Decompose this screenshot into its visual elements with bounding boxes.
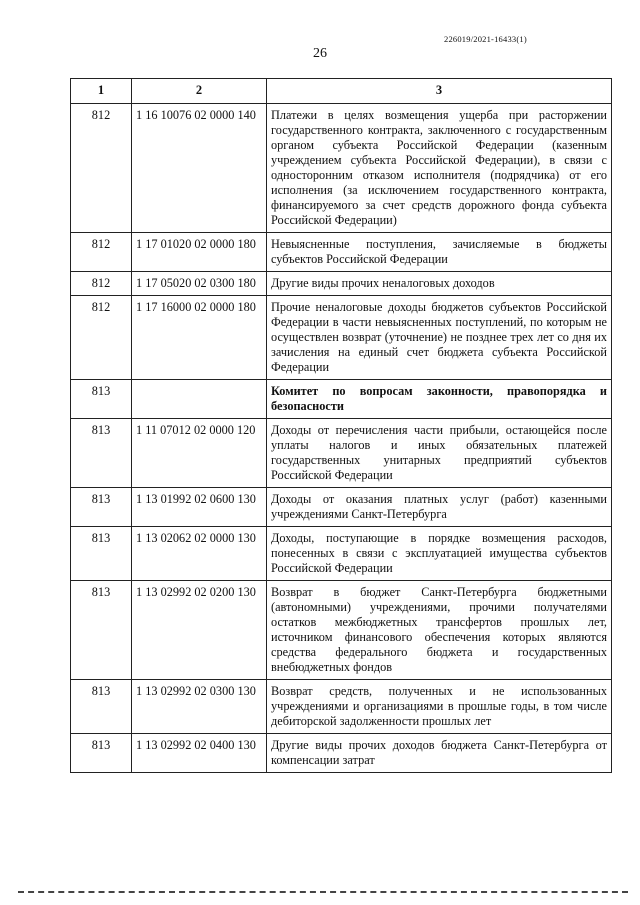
- revenue-description-cell: Комитет по вопросам законности, правопорядка и безопасности: [267, 380, 612, 419]
- revenue-description-cell: Возврат средств, полученных и не использованных учреждениями и организациями в прошлые годы, в том числе дебиторской задолженности прошлых лет: [267, 680, 612, 734]
- revenue-description-cell: Возврат в бюджет Санкт-Петербурга бюджетными (автономными) учреждениями, прочими получателями остатков межбюджетных трансфертов прошлых лет, источником финансового обеспечения которых являются средства федерального бюджета и государственных внебюджетных фондов: [267, 581, 612, 680]
- table-header-row: [71, 79, 612, 104]
- table-row: [71, 488, 612, 527]
- budget-classification-code-cell: 1 13 02992 02 0200 130: [132, 581, 267, 680]
- table-row: [71, 527, 612, 581]
- admin-code-cell: 813: [71, 581, 132, 680]
- revenue-codes-table: [70, 78, 612, 773]
- table-row: [71, 734, 612, 773]
- revenue-description-cell: Прочие неналоговые доходы бюджетов субъектов Российской Федерации в части невыясненных поступлений, по которым не осуществлен возврат (уточнение) не позднее трех лет со дня их зачисления на единый счет бюджета субъекта Российской Федерации: [267, 296, 612, 380]
- admin-code-cell: 813: [71, 419, 132, 488]
- column-header-3: 3: [267, 79, 612, 104]
- admin-code-cell: 813: [71, 734, 132, 773]
- page-bottom-edge: [18, 891, 628, 893]
- table-row: [71, 581, 612, 680]
- table-row: [71, 380, 612, 419]
- revenue-description-cell: Доходы от оказания платных услуг (работ) казенными учреждениями Санкт-Петербурга: [267, 488, 612, 527]
- column-header-1: 1: [71, 79, 132, 104]
- table-row: [71, 419, 612, 488]
- table-row: [71, 233, 612, 272]
- revenue-description-cell: Другие виды прочих неналоговых доходов: [267, 272, 612, 296]
- revenue-description-cell: Невыясненные поступления, зачисляемые в бюджеты субъектов Российской Федерации: [267, 233, 612, 272]
- revenue-description-cell: Доходы, поступающие в порядке возмещения расходов, понесенных в связи с эксплуатацией имущества субъектов Российской Федерации: [267, 527, 612, 581]
- budget-classification-code-cell: 1 13 02992 02 0400 130: [132, 734, 267, 773]
- budget-classification-code-cell: 1 17 01020 02 0000 180: [132, 233, 267, 272]
- budget-classification-code-cell: 1 13 02062 02 0000 130: [132, 527, 267, 581]
- admin-code-cell: 812: [71, 272, 132, 296]
- budget-classification-code-cell: [132, 380, 267, 419]
- budget-classification-code-cell: 1 17 05020 02 0300 180: [132, 272, 267, 296]
- column-header-2: 2: [132, 79, 267, 104]
- admin-code-cell: 813: [71, 488, 132, 527]
- table-row: [71, 296, 612, 380]
- budget-classification-code-cell: 1 11 07012 02 0000 120: [132, 419, 267, 488]
- budget-classification-code-cell: 1 13 02992 02 0300 130: [132, 680, 267, 734]
- admin-code-cell: 812: [71, 233, 132, 272]
- admin-code-cell: 813: [71, 680, 132, 734]
- budget-classification-code-cell: 1 17 16000 02 0000 180: [132, 296, 267, 380]
- table-row: [71, 104, 612, 233]
- revenue-description-cell: Платежи в целях возмещения ущерба при расторжении государственного контракта, заключенного с государственным органом субъекта Российской Федерации (казенным учреждением субъекта Российской Федерации), в связи с односторонним отказом исполнителя (подрядчика) от его исполнения (за исключением государственного контракта, финансируемого за счет средств дорожного фонда субъекта Российской Федерации): [267, 104, 612, 233]
- admin-code-cell: 813: [71, 380, 132, 419]
- budget-classification-code-cell: 1 13 01992 02 0600 130: [132, 488, 267, 527]
- admin-code-cell: 813: [71, 527, 132, 581]
- revenue-description-cell: Доходы от перечисления части прибыли, остающейся после уплаты налогов и иных обязательных платежей государственных унитарных предприятий субъектов Российской Федерации: [267, 419, 612, 488]
- budget-classification-code-cell: 1 16 10076 02 0000 140: [132, 104, 267, 233]
- admin-code-cell: 812: [71, 104, 132, 233]
- page-number: 26: [313, 46, 327, 61]
- table-row: [71, 680, 612, 734]
- admin-code-cell: 812: [71, 296, 132, 380]
- document-id: 226019/2021-16433(1): [444, 34, 527, 44]
- table-row: [71, 272, 612, 296]
- revenue-description-cell: Другие виды прочих доходов бюджета Санкт-Петербурга от компенсации затрат: [267, 734, 612, 773]
